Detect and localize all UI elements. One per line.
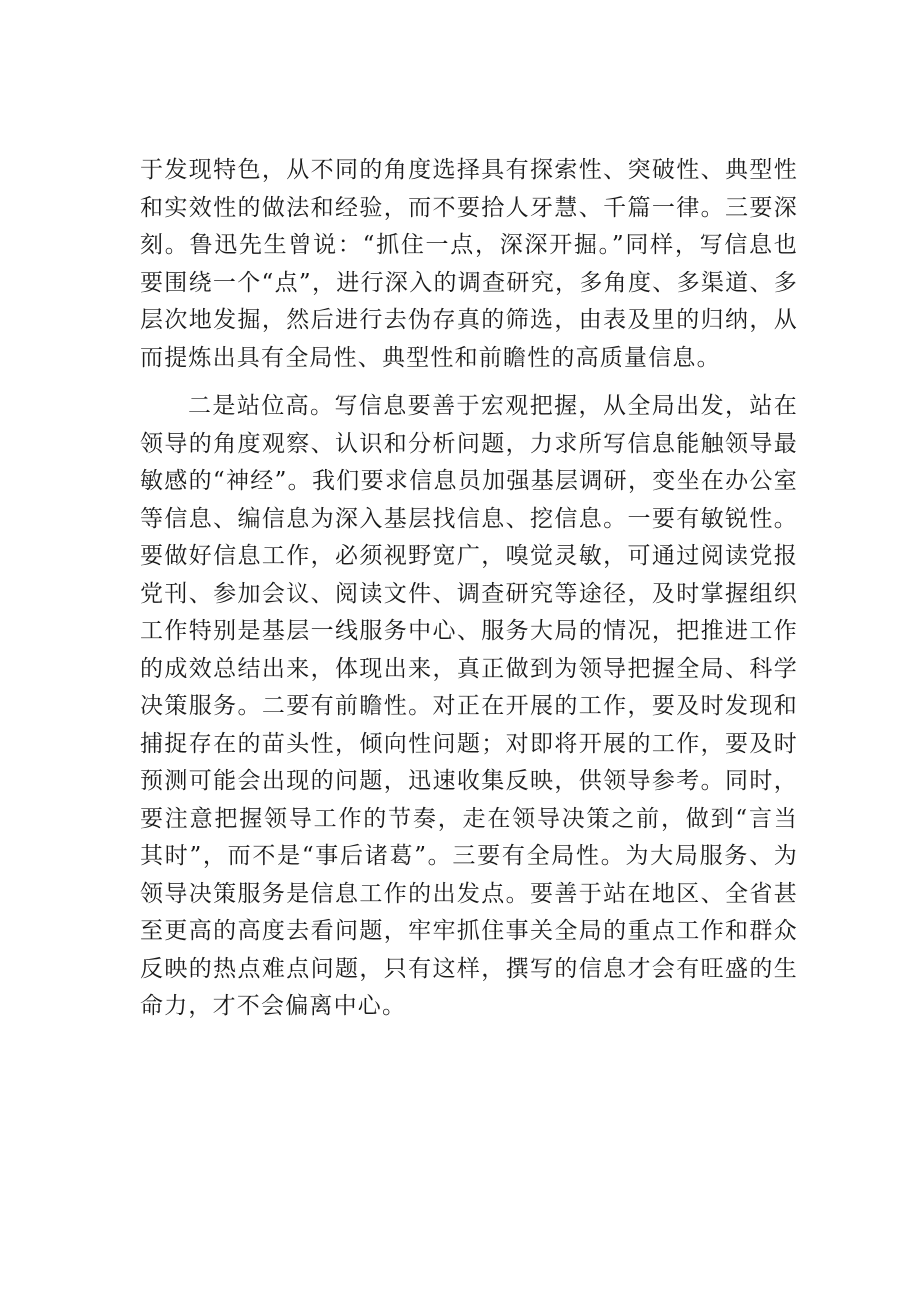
body-paragraph-1: 于发现特色，从不同的角度选择具有探索性、突破性、典型性和实效性的做法和经验，而不要拾人牙慧、千篇一律。三要深刻。鲁迅先生曾说：“抓住一点，深深开掘。”同样，写信息也要围绕一个“点”，进行深入的调查研究，多角度、多渠道、多层次地发掘，然后进行去伪存真的筛选，由表及里的归纳，从而提炼出具有全局性、典型性和前瞻性的高质量信息。 xyxy=(140,157,798,371)
document-body xyxy=(140,152,798,1026)
body-paragraph-2: 二是站位高。写信息要善于宏观把握，从全局出发，站在领导的角度观察、认识和分析问题，力求所写信息能触领导最敏感的“神经”。我们要求信息员加强基层调研，变坐在办公室等信息、编信息为深入基层找信息、挖信息。一要有敏锐性。要做好信息工作，必须视野宽广，嗅觉灵敏，可通过阅读党报党刊、参加会议、阅读文件、调查研究等途径，及时掌握组织工作特别是基层一线服务中心、服务大局的情况，把推进工作的成效总结出来，体现出来，真正做到为领导把握全局、科学决策服务。二要有前瞻性。对正在开展的工作，要及时发现和捕捉存在的苗头性，倾向性问题；对即将开展的工作，要及时预测可能会出现的问题，迅速收集反映，供领导参考。同时，要注意把握领导工作的节奏，走在领导决策之前，做到“言当其时”，而不是“事后诸葛”。三要有全局性。为大局服务、为领导决策服务是信息工作的出发点。要善于站在地区、全省甚至更高的高度去看问题，牢牢抓住事关全局的重点工作和群众反映的热点难点问题，只有这样，撰写的信息才会有旺盛的生命力，才不会偏离中心。 xyxy=(140,393,798,1019)
